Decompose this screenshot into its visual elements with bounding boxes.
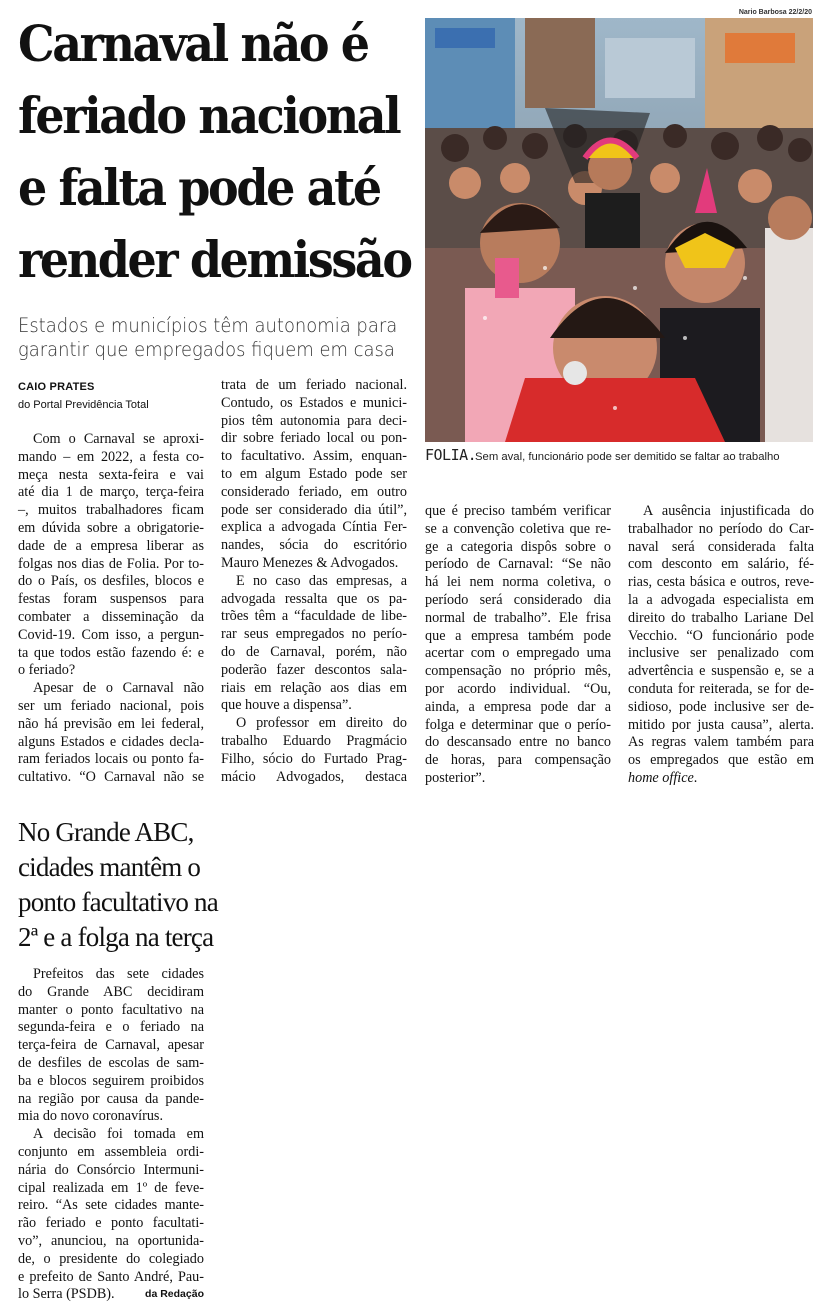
text-line: em dúvida sobre a obrigatorie-: [18, 519, 204, 536]
text-line: de, o presidente do colegiado: [18, 1250, 204, 1267]
caption-label: FOLIA.: [425, 446, 477, 464]
text-line: to facultativo. Assim, enquan-: [221, 448, 407, 465]
text-line: do de Carnaval, porém, não: [221, 643, 407, 660]
text-line: terça-feira de Carnaval, apesar: [18, 1037, 204, 1054]
text-line: normal de trabalho”. Ele frisa: [425, 609, 611, 626]
text-line: período será considerado dia: [425, 591, 611, 608]
text-line: riais em relação aos dias em: [221, 679, 407, 696]
text-line: explica a advogada Cíntia Fer-: [221, 519, 407, 536]
text-line: de desfiles de escolas de sam-: [18, 1054, 204, 1071]
carnival-photo: [425, 18, 813, 442]
text-line: folgas nos dias de Folia. Por to-: [18, 555, 204, 572]
photo-credit: Nario Barbosa 22/2/20: [738, 9, 812, 16]
text-line: reiro. “As sete cidades mante-: [18, 1197, 204, 1214]
sidebar-body: [18, 966, 204, 1304]
text-line: de horas, para compensação: [425, 752, 611, 769]
text-line: segunda-feira e o feriado na: [18, 1019, 204, 1036]
text-line: o feriado?: [18, 662, 76, 679]
text-line: cultativo. “O Carnaval não se: [18, 769, 204, 786]
text-line: do descansado entre no banco: [425, 734, 611, 751]
article-column-4: [628, 503, 814, 788]
headline-line: Carnaval não é: [18, 14, 368, 73]
text-line: e prefeito de Santo André, Pau-: [18, 1268, 204, 1285]
text-line: Covid-19. Com isso, a pergun-: [18, 626, 204, 643]
text-line: até dia 1 de março, terça-feira: [18, 484, 204, 501]
headline-line: render demissão: [18, 230, 411, 289]
text-line: Com o Carnaval se aproxi-: [33, 431, 204, 447]
subtitle-line: Estados e municípios têm autonomia para: [18, 314, 398, 337]
text-line: As regras valem também para: [628, 734, 814, 751]
carnival-crowd-image: [425, 18, 813, 442]
text-line: alguns Estados e cidades decla-: [18, 733, 204, 750]
text-line: com desconto em salário, fé-: [628, 556, 814, 573]
sidebar-subhead: [18, 815, 218, 955]
text-line: os empregados que estão em: [628, 752, 814, 769]
headline-line: feriado nacional: [18, 86, 400, 145]
text-line: ser um feriado nacional, pois: [18, 697, 204, 714]
text-line: advertência e suspensão e, se a: [628, 663, 814, 680]
photo-caption: Sem aval, funcionário pode ser demitido se faltar ao trabalho: [475, 451, 780, 463]
text-line: naval será considerada falta: [628, 538, 814, 555]
text-line: A decisão foi tomada em: [33, 1126, 204, 1143]
text-line: dir sobre feriado local ou pon-: [221, 430, 407, 447]
text-line: A ausência injustificada do: [643, 503, 814, 519]
text-line: do o País, os desfiles, blocos e: [18, 573, 204, 590]
text-line: que é preciso também verificar: [425, 503, 611, 519]
text-line: [628, 770, 814, 788]
text-line: do Grande ABC decidiram: [18, 983, 204, 1000]
text-line: na região por causa da pande-: [18, 1090, 204, 1107]
subhead-line: cidades mantêm o: [18, 852, 201, 882]
subtitle: [18, 314, 398, 362]
text-line: la a advogada especialista em: [628, 591, 814, 608]
text-line: período de Carnaval: “Se não: [425, 556, 611, 573]
subhead-line: ponto facultativo na: [18, 887, 218, 917]
text-line: rão feriado e ponto facultati-: [18, 1215, 204, 1232]
text-line: direito do trabalho Lariane Del: [628, 609, 814, 626]
text-line: mia do novo coronavírus.: [18, 1108, 163, 1125]
text-line: nária do Consórcio Intermuni-: [18, 1161, 204, 1178]
text-line: vo”, anunciou, na oportunida-: [18, 1232, 204, 1249]
author-org: do Portal Previdência Total: [18, 399, 149, 411]
text-line: –, muitos trabalhadores ficam: [18, 502, 204, 519]
text-line: inclusive ser penalizado com: [628, 645, 814, 662]
text-line: pode ser considerado dia útil”,: [221, 501, 407, 518]
text-line: trabalho Eduardo Pragmácio: [221, 732, 407, 749]
text-line: por acordo individual. “Ou,: [425, 680, 611, 697]
text-line: E no caso das empresas, a: [236, 572, 407, 589]
punctuation: .: [693, 769, 698, 786]
text-line: combater a disseminação da: [18, 608, 204, 625]
text-line: mácio Advogados, destaca: [221, 768, 407, 785]
text-line: posterior”.: [425, 769, 486, 786]
text-line: pios têm autonomia para deci-: [221, 412, 407, 429]
text-line: sidioso, pode inclusive ser de-: [628, 698, 814, 715]
text-line: acertar com o empregado uma: [425, 645, 611, 662]
article-column-1: [18, 431, 204, 787]
text-line: se a convenção coletiva que re-: [425, 520, 611, 537]
text-line: considerado feriado, em outro: [221, 483, 407, 500]
text-line: compensação no próprio mês,: [425, 663, 611, 680]
text-line: festas foram suspensos para: [18, 591, 204, 608]
text-line: advogada ressalta que os pa-: [221, 590, 407, 607]
text-line: nandes, sócia do escritório: [221, 537, 407, 554]
headline-line: e falta pode até: [18, 158, 380, 217]
text-line: trabalhador no período do Car-: [628, 520, 814, 537]
text-line: ta que todos estão fazendo é: e: [18, 644, 204, 661]
text-line: que houve a dispensa”.: [221, 697, 352, 714]
text-line: poderão fazer descontos sala-: [221, 661, 407, 678]
text-line: há lei nem norma coletiva, o: [425, 574, 611, 591]
subhead-line: 2ª e a folga na terça: [18, 922, 214, 952]
text-line: Vecchio. “O funcionário pode: [628, 627, 814, 644]
article-column-2: [221, 377, 407, 786]
text-line: trata de um feriado nacional.: [221, 377, 407, 393]
text-line: Contudo, os Estados e munici-: [221, 394, 407, 411]
text-line: Filho, sócio do Furtado Prag-: [221, 750, 407, 767]
text-line: ainda, a empresa pode dar a: [425, 698, 611, 715]
signature: da Redação: [145, 1288, 204, 1301]
author-name: CAIO PRATES: [18, 381, 95, 393]
text-line: ram feriados locais ou ponto fa-: [18, 751, 204, 768]
text-line: mitido por justa causa”, alerta.: [628, 716, 814, 733]
text-line: Mauro Menezes & Advogados.: [221, 554, 399, 571]
italic-term: home office: [628, 769, 694, 786]
subhead-line: No Grande ABC,: [18, 817, 194, 847]
text-line: conduta for reiterada, se for de-: [628, 680, 814, 697]
text-line: não há previsão em lei federal,: [18, 715, 204, 732]
last-line: lo Serra (PSDB).: [18, 1286, 115, 1303]
article-column-3: [425, 503, 611, 788]
text-line: Apesar de o Carnaval não: [33, 680, 204, 697]
text-line: ge a categoria dispôs sobre o: [425, 538, 611, 555]
text-line: rias, cesta básica e outros, reve-: [628, 574, 814, 591]
text-line: [18, 1286, 204, 1304]
text-line: mando – em 2022, a festa co-: [18, 448, 204, 465]
text-line: folga e determinar que o perío-: [425, 716, 611, 733]
text-line: cipal realizada em 1º de feve-: [18, 1179, 204, 1196]
text-line: conjunto em assembleia ordi-: [18, 1143, 204, 1160]
text-line: dade de a empresa liberar as: [18, 537, 204, 554]
text-line: trões têm a “faculdade de libe-: [221, 608, 407, 625]
headline: [18, 8, 411, 296]
text-line: meça nesta sexta-feira e vai: [18, 466, 204, 483]
text-line: manter o ponto facultativo na: [18, 1001, 204, 1018]
text-line: to em algum Estado pode ser: [221, 465, 407, 482]
text-line: O professor em direito do: [236, 715, 407, 732]
text-line: ba e blocos seguirem proibidos: [18, 1072, 204, 1089]
text-line: que a empresa também pode: [425, 627, 611, 644]
text-line: rar seus empregados no perío-: [221, 626, 407, 643]
subtitle-line: garantir que empregados fiquem em casa: [18, 338, 395, 361]
text-line: Prefeitos das sete cidades: [33, 966, 204, 982]
